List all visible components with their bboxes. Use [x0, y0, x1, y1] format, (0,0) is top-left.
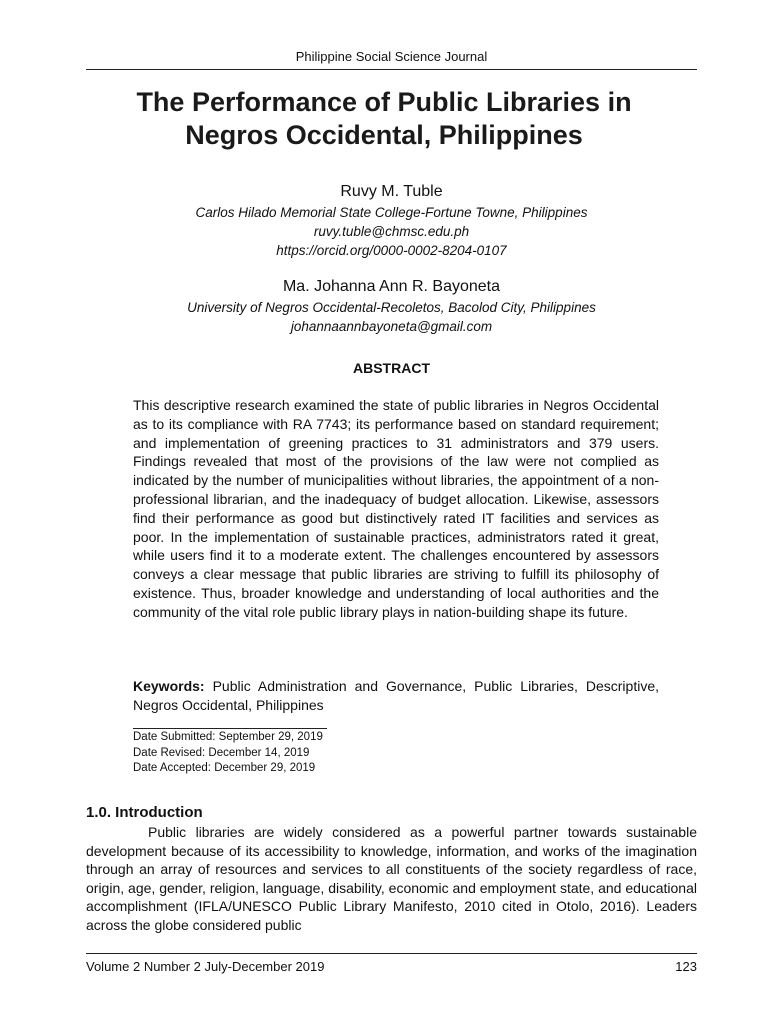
- author-email[interactable]: ruvy.tuble@chmsc.edu.ph: [313, 224, 470, 239]
- keywords-label: Keywords:: [133, 678, 205, 694]
- title-line-1: The Performance of Public Libraries in: [136, 87, 632, 117]
- author-affiliation: Carlos Hilado Memorial State College-Fortune Towne, Philippines: [195, 205, 588, 220]
- dates-divider: [133, 728, 327, 729]
- author-email[interactable]: johannaannbayoneta@gmail.com: [290, 319, 493, 334]
- author-block-2: [86, 276, 697, 336]
- author-affiliation: University of Negros Occidental-Recoletos, Bacolod City, Philippines: [187, 300, 596, 315]
- abstract-text: This descriptive research examined the state of public libraries in Negros Occidental as to its compliance with RA 7743; its performance based on standard requirement; and implementation of greening practices to 31 administrators and 379 users. Findings revealed that most of the provisions of the law were not complied as indicated by the number of municipalities without libraries, the appointment of a non-professional librarian, and the inadequacy of budget allocation. Likewise, assessors find their performance as good but distinctively rated IT facilities and services as poor. In the implementation of sustainable practices, administrators rated it great, while users find it to a moderate extent. The challenges encountered by assessors conveys a clear message that public libraries are striving to fulfill its philosophy of existence. Thus, broader knowledge and understanding of local authorities and the community of the vital role public library plays in nation-building shape its future.: [133, 397, 659, 620]
- page-number: 123: [675, 959, 697, 974]
- article-dates: [133, 730, 533, 777]
- author-orcid-link[interactable]: https://orcid.org/0000-0002-8204-0107: [276, 243, 507, 258]
- title-line-2: Negros Occidental, Philippines: [185, 120, 583, 150]
- author-block-1: [86, 181, 697, 260]
- article-title: [60, 86, 708, 152]
- date-submitted: Date Submitted: September 29, 2019: [133, 731, 323, 743]
- author-list: [86, 181, 697, 352]
- footer-rule: [86, 953, 697, 954]
- footer-issue: Volume 2 Number 2 July-December 2019: [86, 959, 325, 974]
- author-name: Ruvy M. Tuble: [340, 183, 443, 200]
- keywords-text: Public Administration and Governance, Public Libraries, Descriptive, Negros Occidental, Philippines: [133, 678, 659, 713]
- date-accepted: Date Accepted: December 29, 2019: [133, 762, 316, 774]
- date-revised: Date Revised: December 14, 2019: [133, 746, 310, 759]
- author-name: Ma. Johanna Ann R. Bayoneta: [282, 278, 501, 295]
- header-rule: [86, 69, 697, 70]
- keywords-paragraph: [133, 677, 659, 715]
- introduction-text: Public libraries are widely considered as a powerful partner towards sustainable development because of its accessibility to knowledge, information, and works of the imagination through an array of resources and services to all constituents of the society regardless of race, origin, age, gender, religion, language, disability, economic and employment state, and educational accomplishment (IFLA/UNESCO Public Library Manifesto, 2010 cited in Otolo, 2016). Leaders across the globe considered public: [86, 824, 697, 933]
- abstract-heading: ABSTRACT: [353, 360, 430, 376]
- introduction-heading: 1.0. Introduction: [86, 804, 203, 821]
- journal-name: Philippine Social Science Journal: [295, 49, 488, 64]
